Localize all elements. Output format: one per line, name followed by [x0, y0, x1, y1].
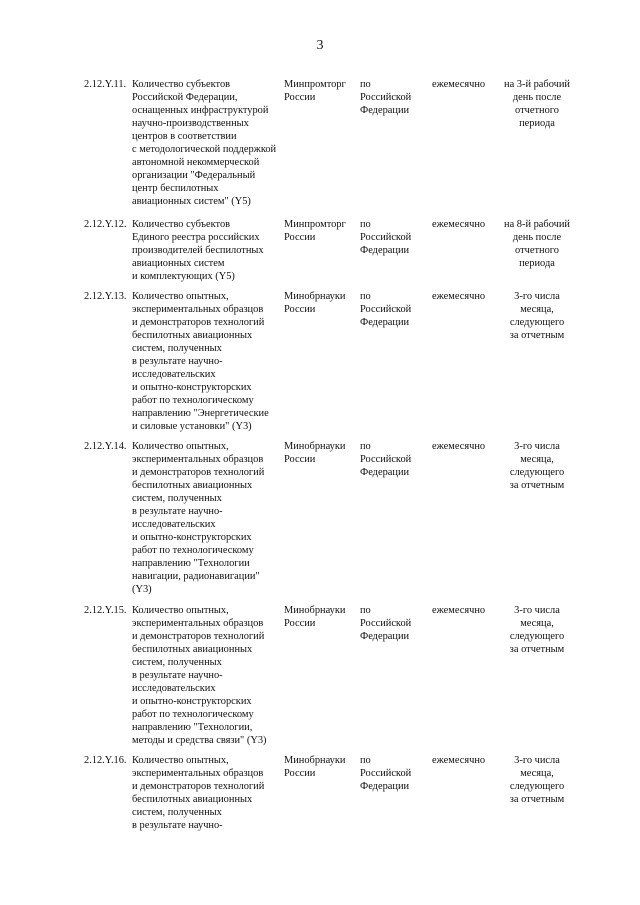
indicator-code: 2.12.Y.15.: [84, 605, 127, 616]
reporting-frequency: ежемесячно: [432, 755, 486, 766]
reporting-deadline: на 3-й рабочий день после отчетного периода: [504, 79, 570, 129]
indicator-name: Количество опытных, экспериментальных образцов и демонстраторов технологий беспилотных авиационных систем, полученных в результате научно- исследовательских и опытно-конструкторских работ по технологическому направлению "Технологии навигации, радионавигации" (Y3): [132, 441, 265, 595]
reporting-level: по Российской Федерации: [360, 79, 412, 116]
responsible-agency: Минпромторг России: [284, 79, 346, 103]
reporting-deadline: 3-го числа месяца, следующего за отчетным: [509, 755, 565, 805]
reporting-level: по Российской Федерации: [360, 605, 412, 642]
responsible-agency: Минобрнауки России: [284, 755, 346, 779]
indicator-code: 2.12.Y.12.: [84, 219, 127, 230]
table-row: [0, 290, 640, 440]
responsible-agency: Минпромторг России: [284, 219, 346, 243]
reporting-level: по Российской Федерации: [360, 441, 412, 478]
reporting-frequency: ежемесячно: [432, 79, 486, 90]
indicator-code: 2.12.Y.13.: [84, 291, 127, 302]
indicator-code: 2.12.Y.14.: [84, 441, 127, 452]
indicator-table: [0, 78, 640, 834]
reporting-level: по Российской Федерации: [360, 755, 412, 792]
page-number: 3: [316, 38, 324, 53]
responsible-agency: Минобрнауки России: [284, 441, 346, 465]
indicator-name: Количество опытных, экспериментальных образцов и демонстраторов технологий беспилотных авиационных систем, полученных в результате научно- исследовательских и опытно-конструкторских работ по технологическому направлению "Энергетические и силовые установки" (Y3): [132, 291, 269, 432]
responsible-agency: Минобрнауки России: [284, 291, 346, 315]
indicator-name: Количество опытных, экспериментальных образцов и демонстраторов технологий беспилотных авиационных систем, полученных в результате научно-: [132, 755, 265, 831]
reporting-deadline: 3-го числа месяца, следующего за отчетным: [509, 441, 565, 491]
reporting-frequency: ежемесячно: [432, 219, 486, 230]
reporting-frequency: ежемесячно: [432, 441, 486, 452]
reporting-deadline: 3-го числа месяца, следующего за отчетным: [509, 291, 565, 341]
indicator-name: Количество опытных, экспериментальных образцов и демонстраторов технологий беспилотных авиационных систем, полученных в результате научно- исследовательских и опытно-конструкторских работ по технологическому направлению "Технологии, методы и средства связи" (Y3): [132, 605, 267, 746]
table-row: [0, 604, 640, 754]
table-row: [0, 440, 640, 604]
reporting-deadline: на 8-й рабочий день после отчетного периода: [504, 219, 570, 269]
indicator-name: Количество субъектов Единого реестра российских производителей беспилотных авиационных систем и комплектующих (Y5): [132, 219, 264, 282]
responsible-agency: Минобрнауки России: [284, 605, 346, 629]
table-row: [0, 78, 640, 218]
indicator-name: Количество субъектов Российской Федерации, оснащенных инфраструктурой научно-производственных центров в соответствии с методологической поддержкой автономной некоммерческой организации "Федеральный центр беспилотных авиационных систем" (Y5): [132, 79, 277, 207]
reporting-level: по Российской Федерации: [360, 219, 412, 256]
reporting-deadline: 3-го числа месяца, следующего за отчетным: [509, 605, 565, 655]
indicator-code: 2.12.Y.16.: [84, 755, 127, 766]
reporting-frequency: ежемесячно: [432, 291, 486, 302]
reporting-frequency: ежемесячно: [432, 605, 486, 616]
indicator-code: 2.12.Y.11.: [84, 79, 127, 90]
table-row: [0, 754, 640, 834]
reporting-level: по Российской Федерации: [360, 291, 412, 328]
table-row: [0, 218, 640, 290]
